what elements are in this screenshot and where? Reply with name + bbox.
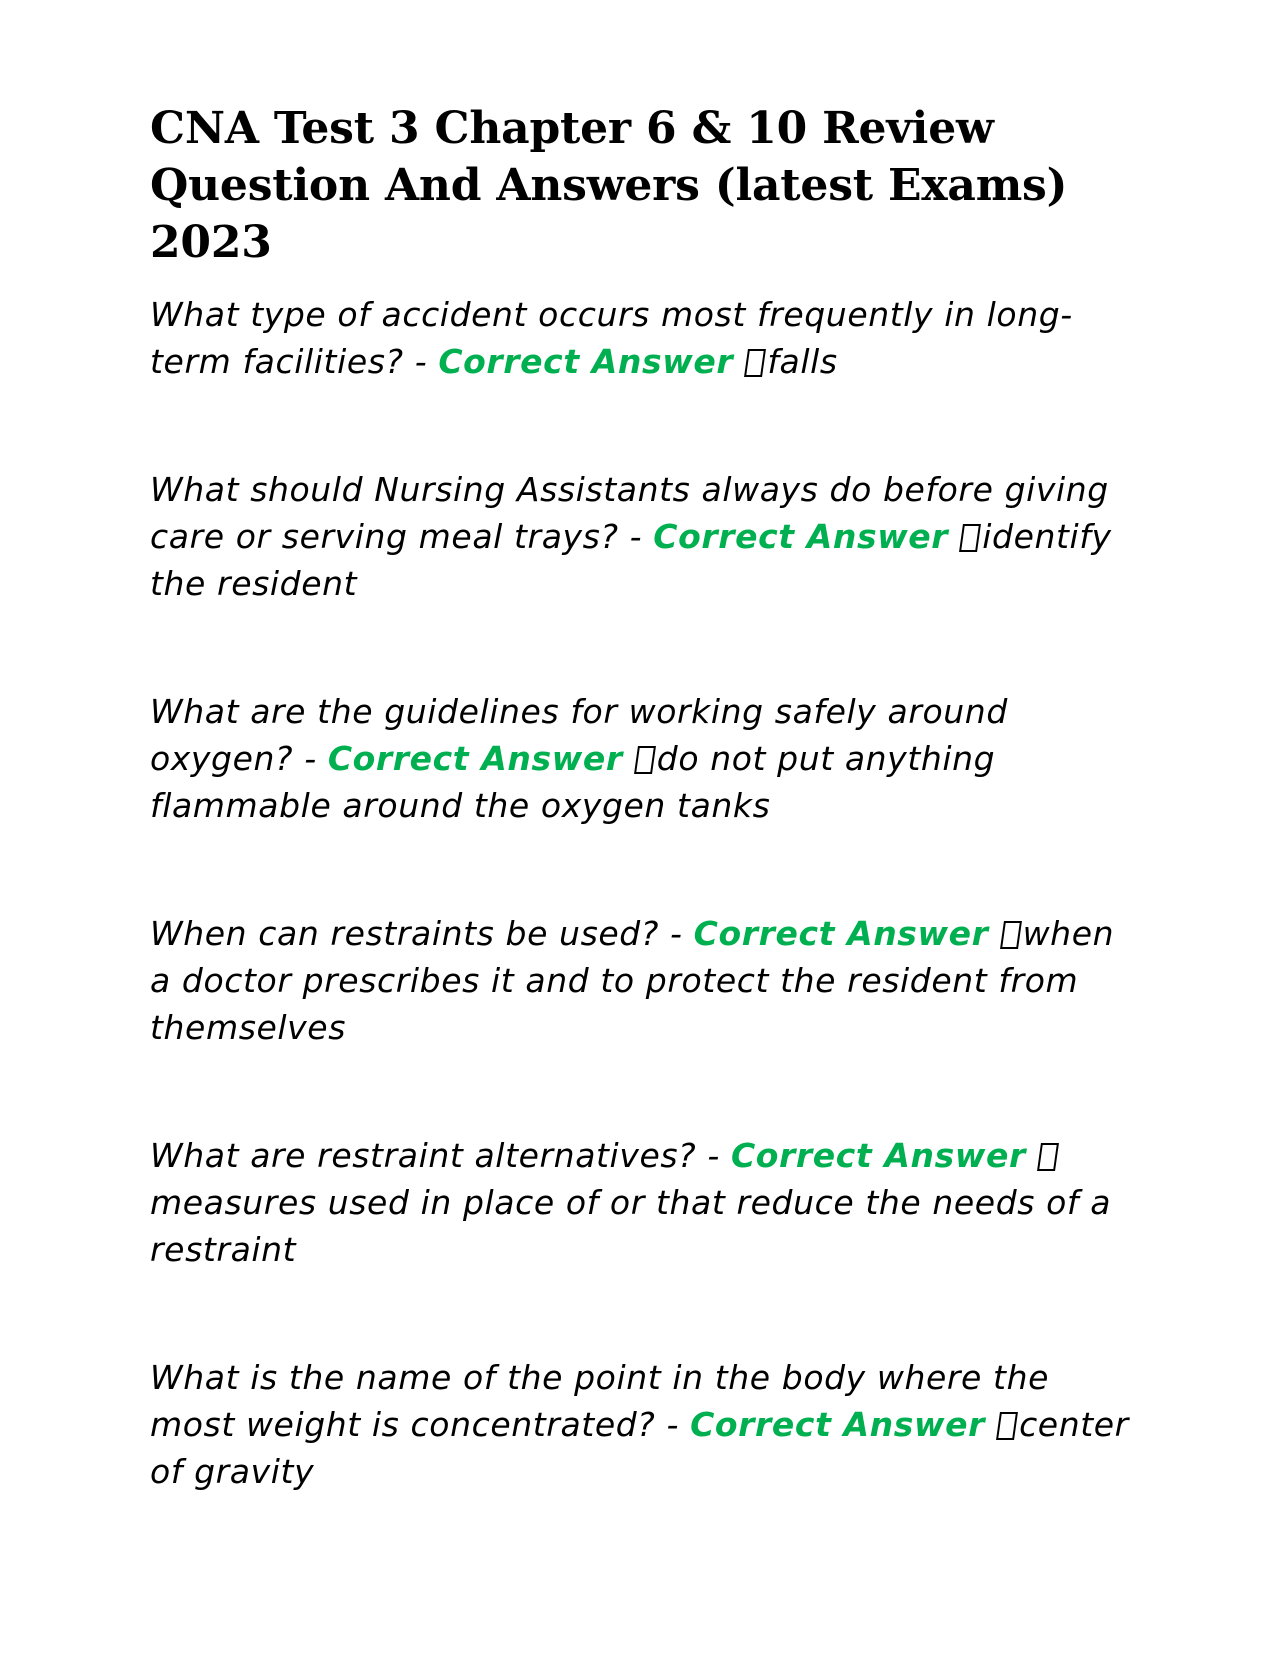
answer-text: measures used in place of or that reduce the needs of a restraint bbox=[150, 1183, 1112, 1269]
answer-text: identify the resident bbox=[150, 517, 1112, 603]
qa-item bbox=[150, 1354, 1130, 1495]
qa-item bbox=[150, 1132, 1130, 1273]
missing-glyph-icon bbox=[1037, 1143, 1059, 1171]
missing-glyph-icon bbox=[959, 524, 981, 552]
correct-answer-label: Correct Answer bbox=[327, 739, 623, 778]
separator: - bbox=[696, 1136, 731, 1175]
correct-answer-label: Correct Answer bbox=[730, 1136, 1026, 1175]
document-page bbox=[150, 100, 1130, 1576]
question-text: What is the name of the point in the body where the most weight is concentrated? bbox=[150, 1358, 1050, 1444]
correct-answer-label: Correct Answer bbox=[438, 342, 734, 381]
missing-glyph-icon bbox=[744, 349, 766, 377]
question-text: What are restraint alternatives? bbox=[150, 1136, 697, 1175]
missing-glyph-icon bbox=[634, 746, 656, 774]
question-text: What are the guidelines for working safely around oxygen? bbox=[150, 692, 1008, 778]
qa-item bbox=[150, 910, 1130, 1051]
correct-answer-label: Correct Answer bbox=[693, 914, 989, 953]
question-text: What type of accident occurs most frequently in long-term facilities? bbox=[150, 295, 1073, 381]
qa-list bbox=[150, 291, 1130, 1495]
qa-item bbox=[150, 291, 1130, 385]
separator: - bbox=[403, 342, 439, 381]
answer-text: when a doctor prescribes it and to protect the resident from themselves bbox=[150, 914, 1115, 1047]
document-title: CNA Test 3 Chapter 6 & 10 Review Question And Answers (latest Exams) 2023 bbox=[150, 103, 1068, 268]
question-text: What should Nursing Assistants always do before giving care or serving meal trays? bbox=[150, 470, 1109, 556]
answer-text: falls bbox=[767, 342, 838, 381]
qa-item bbox=[150, 466, 1130, 607]
separator: - bbox=[293, 739, 328, 778]
answer-text: center of gravity bbox=[150, 1405, 1129, 1491]
qa-item bbox=[150, 688, 1130, 829]
question-text: When can restraints be used? bbox=[150, 914, 659, 953]
missing-glyph-icon bbox=[996, 1412, 1018, 1440]
separator: - bbox=[658, 914, 694, 953]
correct-answer-label: Correct Answer bbox=[690, 1405, 985, 1444]
correct-answer-label: Correct Answer bbox=[653, 517, 949, 556]
missing-glyph-icon bbox=[1000, 921, 1022, 949]
separator: - bbox=[655, 1405, 691, 1444]
answer-text: do not put anything flammable around the oxygen tanks bbox=[150, 739, 996, 825]
separator: - bbox=[618, 517, 654, 556]
